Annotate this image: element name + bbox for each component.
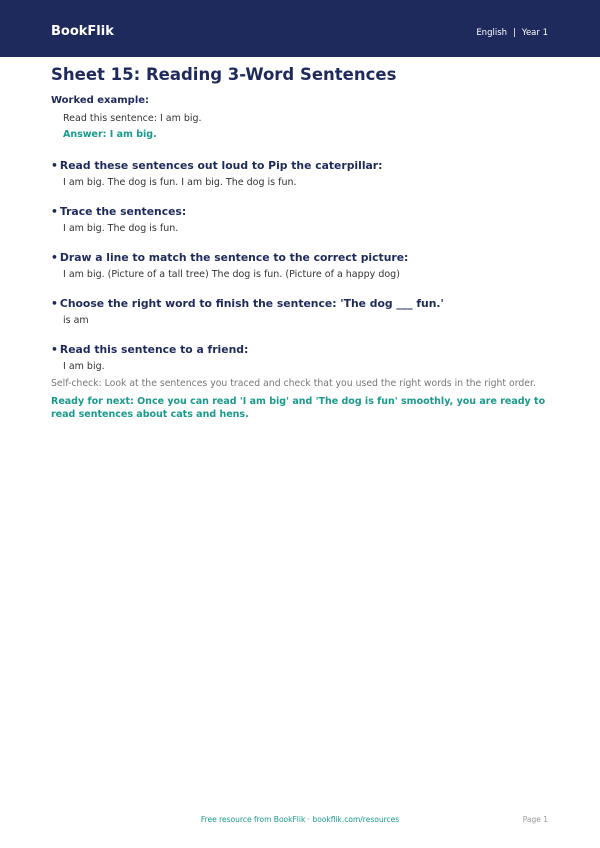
worked-example-prompt: Read this sentence: I am big. [63,113,202,124]
task-body: is am [63,315,89,326]
task-read-friend [51,342,551,374]
task-body: I am big. (Picture of a tall tree) The dog is fun. (Picture of a happy dog) [63,269,400,280]
task-title [51,342,551,357]
year-label: Year 1 [521,28,548,38]
bullet: • [51,343,58,356]
bullet: • [51,205,58,218]
task-title-text: Choose the right word to finish the sentence: 'The dog ___ fun.' [59,297,444,310]
meta-separator: | [513,28,516,38]
header-meta [476,27,548,39]
worked-example [51,94,551,142]
worked-example-label: Worked example: [51,95,150,106]
task-choose-word [51,296,551,328]
task-body: I am big. The dog is fun. I am big. The dog is fun. [63,177,297,188]
task-title-text: Trace the sentences: [59,205,187,218]
task-title-text: Read this sentence to a friend: [59,343,249,356]
self-check-note: Self-check: Look at the sentences you traced and check that you used the right words in the right order. [51,378,536,389]
task-read-aloud [51,158,551,190]
task-title-text: Draw a line to match the sentence to the correct picture: [59,251,409,264]
task-title-text: Read these sentences out loud to Pip the caterpillar: [59,159,383,172]
bullet: • [51,159,58,172]
task-body: I am big. The dog is fun. [63,223,179,234]
bullet: • [51,251,58,264]
task-title [51,158,551,173]
task-title [51,204,551,219]
header-bar [0,0,600,57]
task-title [51,296,551,311]
task-match [51,250,551,282]
ready-for-next: Ready for next: Once you can read 'I am big' and 'The dog is fun' smoothly, you are ready to read sentences about cats and hens. [51,396,546,420]
brand-logo[interactable]: BookFlik [51,24,114,39]
footer-source-link[interactable]: Free resource from BookFlik · bookflik.com/resources [200,815,400,824]
task-trace [51,204,551,236]
task-body: I am big. [63,361,105,372]
worked-example-answer: Answer: I am big. [63,129,157,140]
bullet: • [51,297,58,310]
page-title: Sheet 15: Reading 3-Word Sentences [51,65,397,84]
subject-label: English [476,28,508,38]
task-title [51,250,551,265]
page-number: Page 1 [522,815,548,824]
worksheet-content [51,94,551,421]
